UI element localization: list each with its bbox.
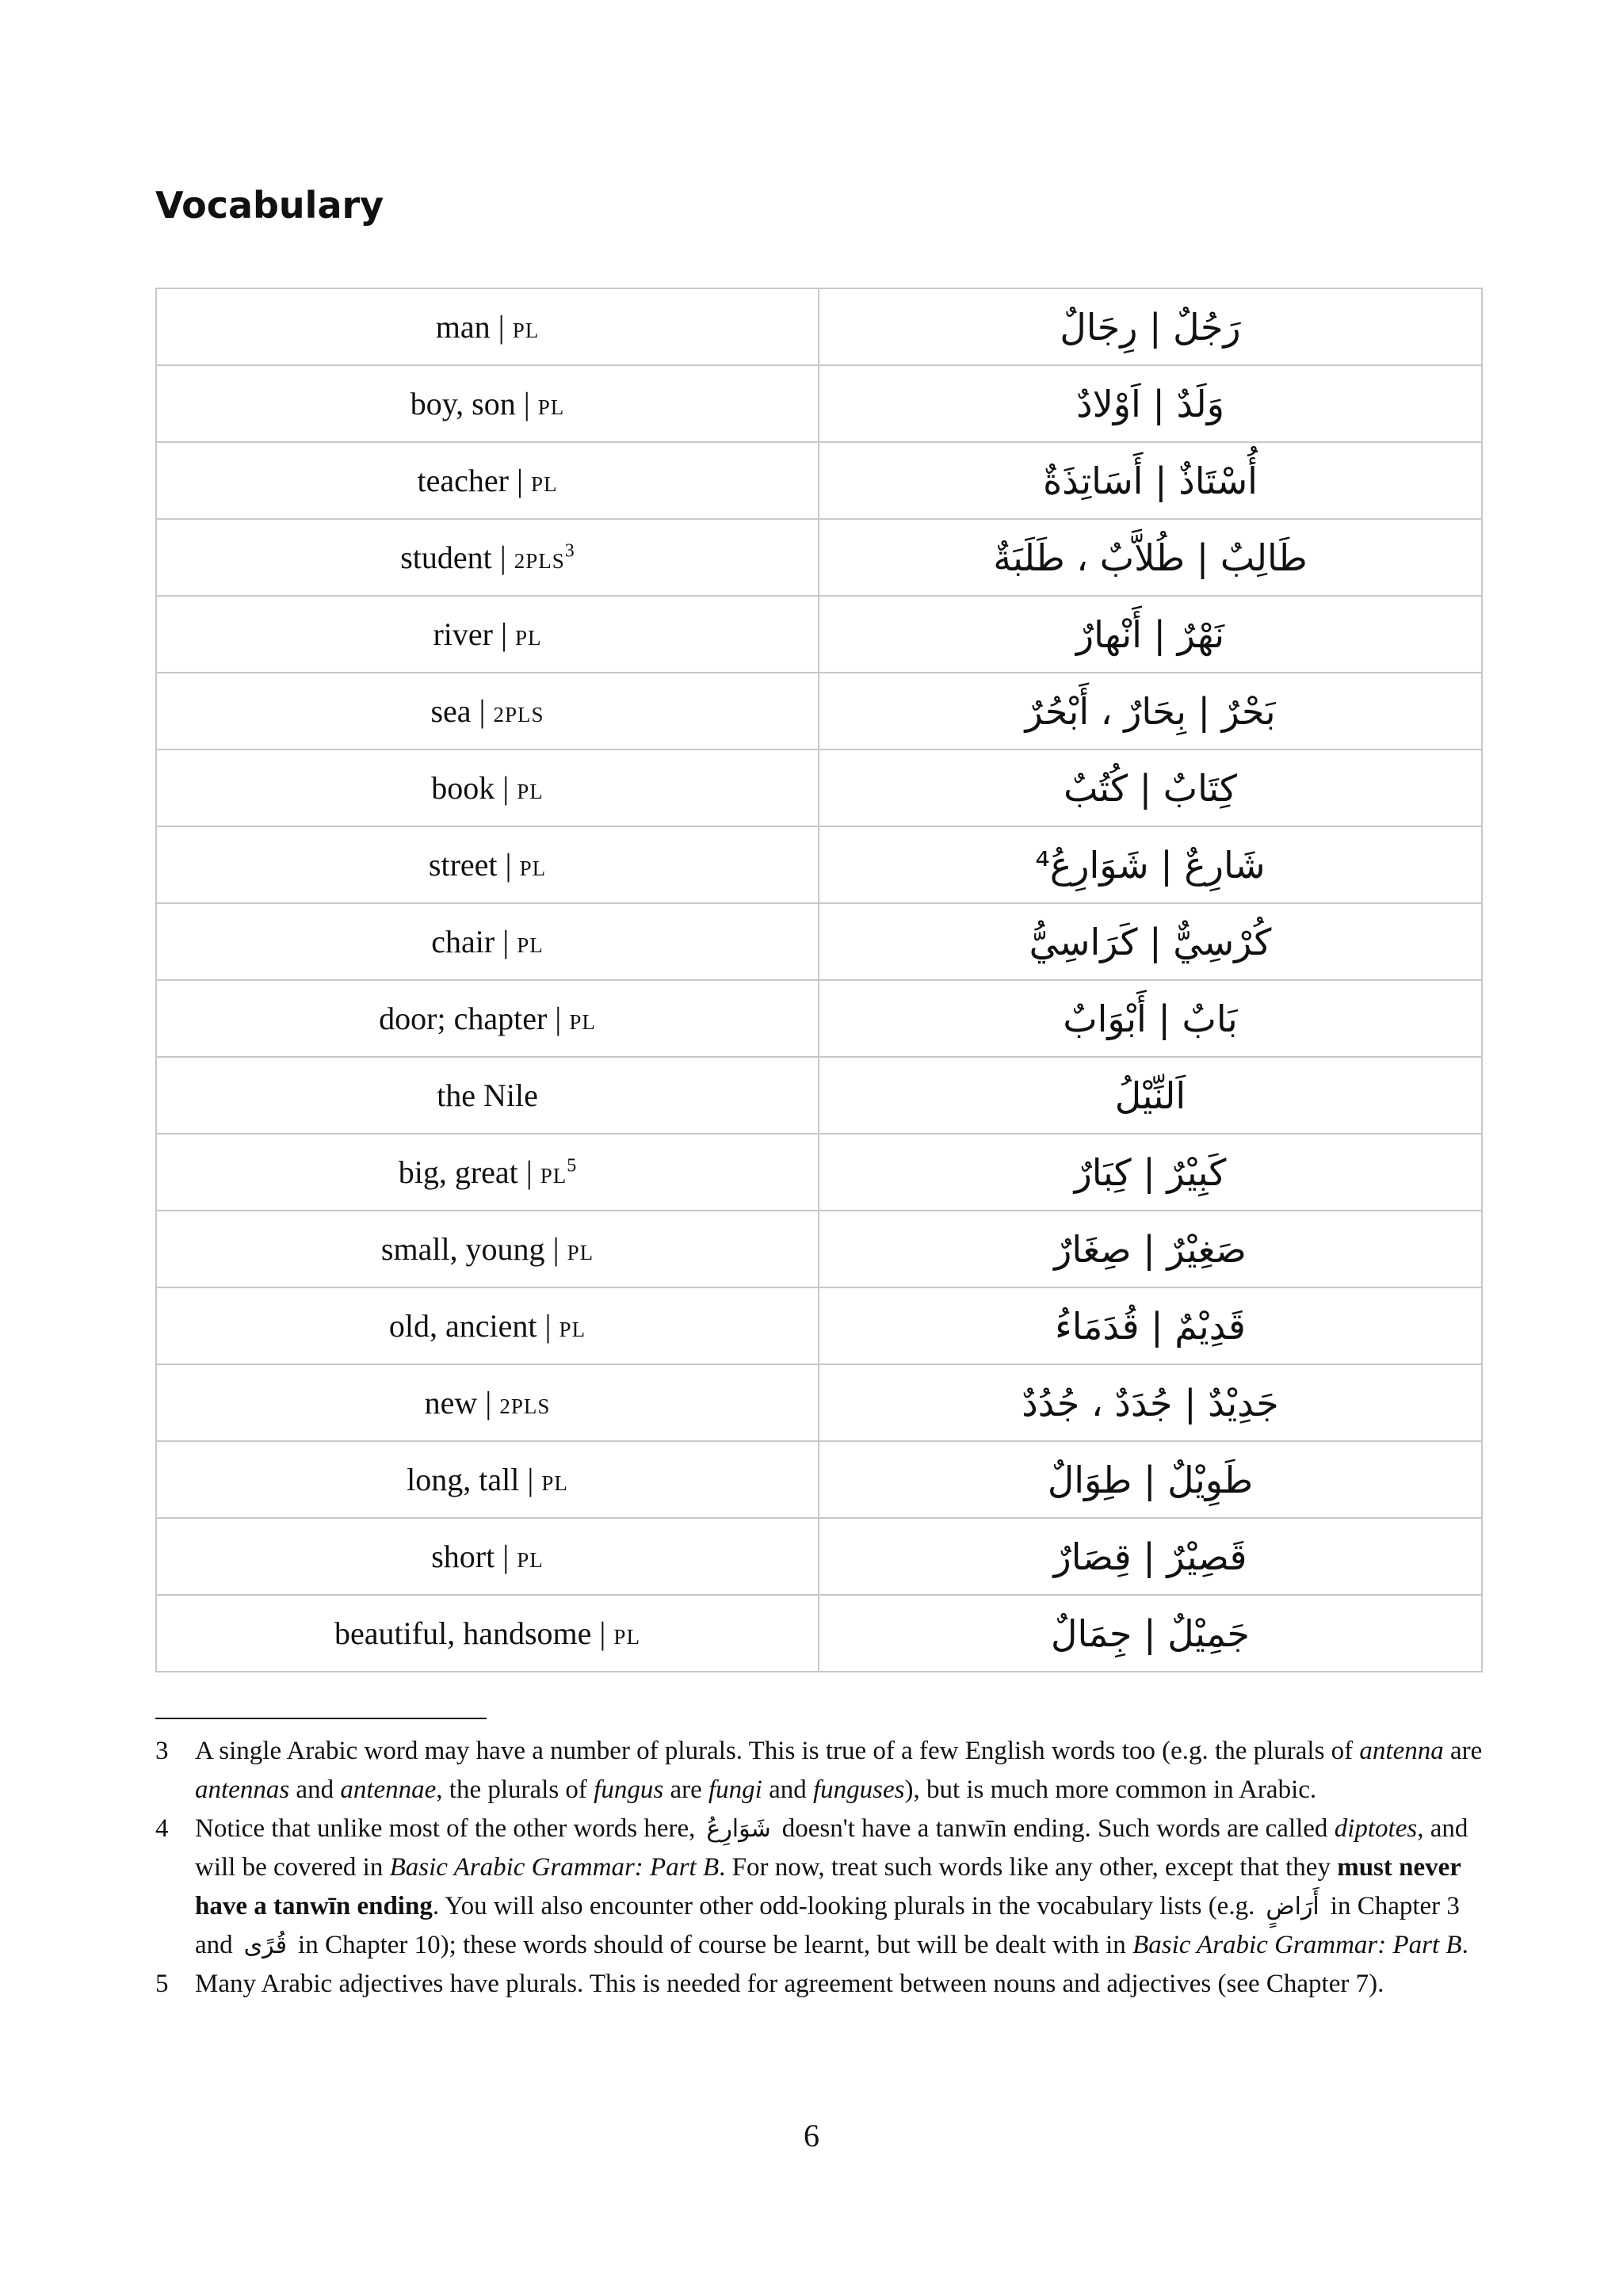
footnote-reference: 5 (567, 1155, 577, 1177)
footnote-arabic-word: شَوَارِعُ (706, 1815, 771, 1843)
arabic-word: شَارِعٌ | شَوَارِعُ⁴ (1035, 843, 1266, 887)
footnote-arabic-word: أَرَاضٍ (1266, 1893, 1319, 1920)
footnote-number: 5 (155, 1970, 169, 1998)
arabic-word: كِتَابٌ | كُتُبٌ (1064, 766, 1237, 810)
arabic-word-cell (819, 596, 1482, 673)
arabic-word: طَوِيْلٌ | طِوَالٌ (1047, 1458, 1254, 1501)
plural-tag: PL (517, 1548, 544, 1572)
arabic-word-cell (819, 1134, 1482, 1211)
english-gloss-cell (156, 1134, 819, 1211)
plural-tag: PL (512, 318, 540, 342)
separator-bar: | (547, 1001, 570, 1036)
plural-tag: PL (537, 395, 565, 419)
separator-bar: | (490, 309, 513, 345)
separator-bar: | (477, 1385, 500, 1421)
table-row (156, 1211, 1482, 1287)
page-number: 6 (804, 2118, 819, 2153)
english-gloss: small, young (380, 1231, 545, 1267)
arabic-word-cell (819, 749, 1482, 826)
english-gloss: the Nile (437, 1077, 538, 1113)
plural-tag: 2PLS (514, 549, 565, 573)
separator-bar: | (491, 540, 514, 575)
arabic-word-cell (819, 365, 1482, 442)
arabic-word-cell (819, 1287, 1482, 1364)
footnote-reference: 3 (564, 540, 575, 562)
plural-tag: PL (530, 472, 558, 496)
english-gloss: student (400, 540, 492, 575)
english-gloss-cell (156, 749, 819, 826)
plural-tag: PL (569, 1010, 596, 1034)
english-gloss-cell (156, 1287, 819, 1364)
english-gloss-cell (156, 980, 819, 1057)
arabic-word-cell (819, 673, 1482, 749)
footnote-italic: antennas (195, 1775, 290, 1804)
plural-tag: 2PLS (493, 703, 544, 727)
table-row (156, 980, 1482, 1057)
footnote-text: . For now, treat such words like any other, except that they (719, 1853, 1338, 1882)
plural-tag: PL (540, 1164, 567, 1188)
separator-bar: | (519, 1462, 542, 1497)
english-gloss: chair (431, 924, 495, 959)
footnote-text: are (663, 1775, 708, 1804)
vocabulary-table-body (156, 288, 1482, 1672)
english-gloss: boy, son (410, 386, 516, 421)
footnote-text: . (1461, 1931, 1468, 1959)
arabic-word: اَلنِّيْلُ (1114, 1074, 1186, 1117)
arabic-word: وَلَدٌ | اَوْلادٌ (1076, 382, 1224, 425)
table-row (156, 903, 1482, 980)
arabic-word: كَبِيْرٌ | كِبَارٌ (1074, 1150, 1227, 1194)
footnote-italic: funguses (812, 1775, 905, 1804)
arabic-word: جَدِيْدٌ | جُدَدٌ ، جُدُدٌ (1022, 1381, 1279, 1425)
arabic-word-cell (819, 1211, 1482, 1287)
arabic-word-cell (819, 1441, 1482, 1518)
table-row (156, 1441, 1482, 1518)
footnote-text: Many Arabic adjectives have plurals. This is needed for agreement between nouns and adjectives (see Chapter 7). (195, 1970, 1384, 1998)
arabic-word: رَجُلٌ | رِجَالٌ (1060, 305, 1241, 349)
plural-tag: 2PLS (499, 1394, 551, 1418)
table-row (156, 1518, 1482, 1595)
separator-bar: | (508, 463, 531, 498)
separator-bar: | (591, 1615, 614, 1651)
english-gloss: long, tall (407, 1462, 520, 1497)
separator-bar: | (544, 1231, 567, 1267)
plural-tag: PL (515, 626, 542, 650)
plural-tag: PL (541, 1471, 568, 1495)
footnote-bold: must never have a tanwīn ending (195, 1853, 1461, 1920)
footnote-3 (155, 1732, 1487, 1810)
separator-bar: | (495, 770, 517, 806)
arabic-word-cell (819, 519, 1482, 596)
footnote-5 (155, 1965, 1487, 2004)
separator-bar: | (537, 1308, 559, 1344)
arabic-word-cell (819, 903, 1482, 980)
english-gloss: book (431, 770, 495, 806)
footnote-text: in Chapter 3 and (195, 1892, 1460, 1959)
english-gloss-cell (156, 673, 819, 749)
arabic-word: نَهْرٌ | أَنْهارٌ (1075, 612, 1225, 656)
english-gloss: sea (430, 693, 472, 729)
english-gloss-cell (156, 365, 819, 442)
footnote-text: in Chapter 10); these words should of course be learnt, but will be dealt with in (298, 1931, 1133, 1959)
table-row (156, 365, 1482, 442)
table-row (156, 1287, 1482, 1364)
footnote-italic: fungus (594, 1775, 664, 1804)
arabic-word-cell (819, 826, 1482, 903)
english-gloss: new (424, 1385, 478, 1421)
footnote-number: 3 (155, 1737, 169, 1765)
english-gloss: man (435, 309, 491, 345)
table-row (156, 442, 1482, 519)
english-gloss: door; chapter (379, 1001, 548, 1036)
arabic-word: طَالِبٌ | طُلاَّبٌ ، طَلَبَةٌ (993, 536, 1308, 579)
footnote-4 (155, 1810, 1487, 1965)
arabic-word: بَحْرٌ | بِحَارٌ ، أَبْحُرٌ (1025, 689, 1276, 733)
footnote-italic: antenna (1359, 1737, 1444, 1765)
table-row (156, 288, 1482, 365)
english-gloss-cell (156, 826, 819, 903)
arabic-word: قَدِيْمٌ | قُدَمَاءُ (1055, 1304, 1246, 1348)
plural-tag: PL (567, 1241, 594, 1264)
footnote-arabic-word: قُرًى (243, 1932, 288, 1959)
footnote-text: ), but is much more common in Arabic. (904, 1775, 1317, 1804)
english-gloss-cell (156, 1057, 819, 1134)
arabic-word-cell (819, 442, 1482, 519)
footnote-text: and (289, 1775, 341, 1804)
separator-bar: | (497, 847, 520, 883)
english-gloss: big, great (398, 1154, 518, 1190)
footnote-italic: antennae (340, 1775, 437, 1804)
english-gloss-cell (156, 442, 819, 519)
table-row (156, 596, 1482, 673)
footnote-separator (155, 1718, 487, 1719)
english-gloss: beautiful, handsome (334, 1615, 592, 1651)
arabic-word: بَابٌ | أَبْوَابٌ (1063, 997, 1238, 1040)
plural-tag: PL (517, 780, 544, 803)
separator-bar: | (492, 616, 515, 652)
arabic-word-cell (819, 1057, 1482, 1134)
footnote-text: , the plurals of (436, 1775, 594, 1804)
footnote-text: , and will be covered in (195, 1814, 1468, 1882)
footnotes (155, 1732, 1487, 2004)
table-row (156, 826, 1482, 903)
table-row (156, 1364, 1482, 1441)
separator-bar: | (517, 1154, 540, 1190)
arabic-word: كُرْسِيٌّ | كَرَاسِيُّ (1029, 920, 1272, 963)
table-row (156, 749, 1482, 826)
table-row (156, 673, 1482, 749)
arabic-word: أُسْتَاذٌ | أَسَاتِذَةٌ (1043, 459, 1258, 502)
english-gloss: short (431, 1539, 495, 1574)
footnote-text: A single Arabic word may have a number of plurals. This is true of a few English words too (e.g. the plurals of (195, 1737, 1360, 1765)
footnote-italic: Basic Arabic Grammar: Part B (389, 1853, 720, 1882)
footnote-text: and (762, 1775, 813, 1804)
table-row (156, 1057, 1482, 1134)
plural-tag: PL (613, 1625, 640, 1649)
english-gloss: river (433, 616, 493, 652)
plural-tag: PL (559, 1318, 586, 1341)
footnote-italic: diptotes (1334, 1814, 1418, 1843)
arabic-word: صَغِيْرٌ | صِغَارٌ (1054, 1227, 1247, 1271)
page-heading: Vocabulary (155, 184, 384, 227)
footnote-text: . You will also encounter other odd-looking plurals in the vocabulary lists (e.g. (432, 1892, 1255, 1920)
footnote-text: doesn't have a tanwīn ending. Such words are called (781, 1814, 1335, 1843)
table-row (156, 1595, 1482, 1672)
separator-bar: | (471, 693, 494, 729)
english-gloss-cell (156, 596, 819, 673)
footnote-italic: Basic Arabic Grammar: Part B (1132, 1931, 1462, 1959)
footnote-number: 4 (155, 1814, 169, 1843)
arabic-word-cell (819, 1595, 1482, 1672)
arabic-word: جَمِيْلٌ | جِمَالٌ (1051, 1611, 1250, 1655)
footnote-text: are (1443, 1737, 1483, 1765)
english-gloss-cell (156, 903, 819, 980)
footnote-italic: fungi (708, 1775, 762, 1804)
english-gloss-cell (156, 519, 819, 596)
arabic-word-cell (819, 288, 1482, 365)
arabic-word-cell (819, 1364, 1482, 1441)
arabic-word: قَصِيْرٌ | قِصَارٌ (1053, 1535, 1247, 1578)
english-gloss-cell (156, 1211, 819, 1287)
table-row (156, 519, 1482, 596)
english-gloss: teacher (417, 463, 509, 498)
english-gloss-cell (156, 1595, 819, 1672)
vocabulary-table (155, 288, 1483, 1672)
english-gloss: old, ancient (388, 1308, 537, 1344)
arabic-word-cell (819, 980, 1482, 1057)
english-gloss-cell (156, 288, 819, 365)
arabic-word-cell (819, 1518, 1482, 1595)
footnote-text: Notice that unlike most of the other words here, (195, 1814, 696, 1843)
plural-tag: PL (519, 856, 547, 880)
table-row (156, 1134, 1482, 1211)
english-gloss-cell (156, 1441, 819, 1518)
english-gloss-cell (156, 1518, 819, 1595)
separator-bar: | (515, 386, 538, 421)
plural-tag: PL (517, 933, 544, 957)
separator-bar: | (495, 1539, 517, 1574)
english-gloss: street (428, 847, 498, 883)
english-gloss-cell (156, 1364, 819, 1441)
separator-bar: | (495, 924, 517, 959)
